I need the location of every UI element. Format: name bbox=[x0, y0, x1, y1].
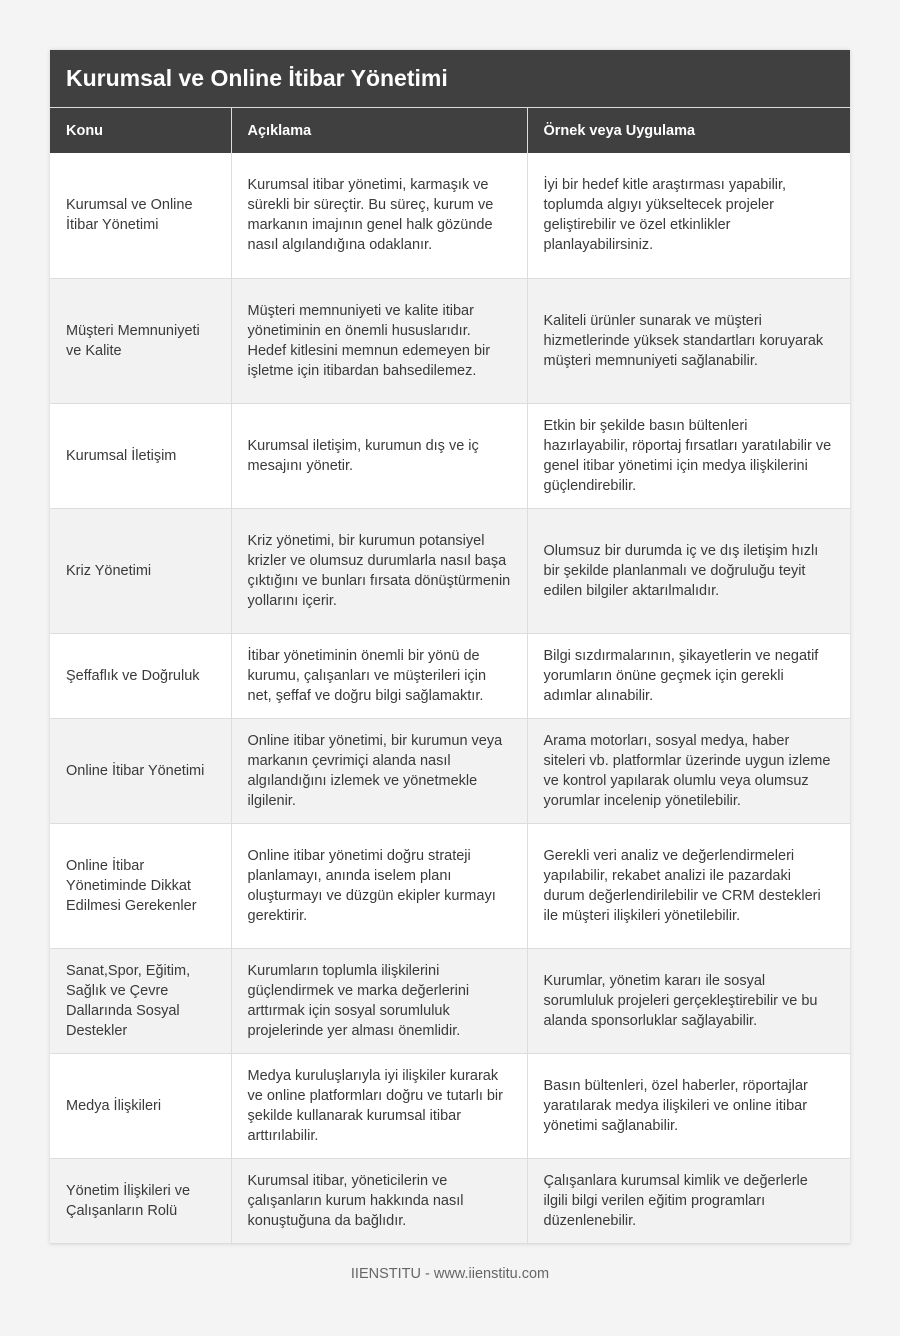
table-row bbox=[50, 948, 850, 1053]
example-cell: Gerekli veri analiz ve değerlendirmeleri yapılabilir, rekabet analizi ile pazardaki durum değerlendirilebilir ve CRM destekleri ile müşteri ilişkileri yönetilebilir. bbox=[527, 823, 850, 948]
topic-cell: Şeffaflık ve Doğruluk bbox=[50, 633, 231, 718]
table-row bbox=[50, 278, 850, 403]
description-cell: Müşteri memnuniyeti ve kalite itibar yönetiminin en önemli hususlarıdır. Hedef kitlesini memnun edemeyen bir işletme için itibardan bahsedilemez. bbox=[231, 278, 527, 403]
topic-cell: Kriz Yönetimi bbox=[50, 508, 231, 633]
description-cell: Kurumsal iletişim, kurumun dış ve iç mesajını yönetir. bbox=[231, 403, 527, 508]
example-cell: Etkin bir şekilde basın bültenleri hazırlayabilir, röportaj fırsatları yaratılabilir ve genel itibar yönetimi için medya ilişkilerini güçlendirebilir. bbox=[527, 403, 850, 508]
example-cell: İyi bir hedef kitle araştırması yapabilir, toplumda algıyı yükseltecek projeler geliştirebilir ve özel etkinlikler planlayabilirsiniz. bbox=[527, 153, 850, 278]
topic-cell: Sanat,Spor, Eğitim, Sağlık ve Çevre Dallarında Sosyal Destekler bbox=[50, 948, 231, 1053]
description-cell: Kriz yönetimi, bir kurumun potansiyel krizler ve olumsuz durumlarla nasıl başa çıktığını ve bunları fırsata dönüştürmenin yollarını içerir. bbox=[231, 508, 527, 633]
description-cell: Online itibar yönetimi, bir kurumun veya markanın çevrimiçi alanda nasıl algılandığını izlemek ve yönetmekle ilgilenir. bbox=[231, 718, 527, 823]
table-row bbox=[50, 508, 850, 633]
table-row bbox=[50, 153, 850, 278]
example-cell: Arama motorları, sosyal medya, haber siteleri vb. platformlar üzerinde uygun izleme ve kontrol yapılarak olumlu veya olumsuz yorumlar incelenip yönetilebilir. bbox=[527, 718, 850, 823]
topic-cell: Müşteri Memnuniyeti ve Kalite bbox=[50, 278, 231, 403]
topic-cell: Yönetim İlişkileri ve Çalışanların Rolü bbox=[50, 1158, 231, 1243]
table-row bbox=[50, 1053, 850, 1158]
topic-cell: Medya İlişkileri bbox=[50, 1053, 231, 1158]
example-cell: Olumsuz bir durumda iç ve dış iletişim hızlı bir şekilde planlanmalı ve doğruluğu teyit edilen bilgiler aktarılmalıdır. bbox=[527, 508, 850, 633]
topic-cell: Online İtibar Yönetiminde Dikkat Edilmesi Gerekenler bbox=[50, 823, 231, 948]
table-row bbox=[50, 633, 850, 718]
footer-credit: IIENSTITU - www.iienstitu.com bbox=[350, 1266, 550, 1282]
example-cell: Kurumlar, yönetim kararı ile sosyal sorumluluk projeleri gerçekleştirebilir ve bu alanda sponsorluklar sağlayabilir. bbox=[527, 948, 850, 1053]
topic-cell: Kurumsal ve Online İtibar Yönetimi bbox=[50, 153, 231, 278]
example-cell: Kaliteli ürünler sunarak ve müşteri hizmetlerinde yüksek standartları koruyarak müşteri memnuniyeti sağlanabilir. bbox=[527, 278, 850, 403]
description-cell: Medya kuruluşlarıyla iyi ilişkiler kurarak ve online platformları doğru ve tutarlı bir şekilde kullanarak kurumsal itibar arttırılabilir. bbox=[231, 1053, 527, 1158]
table-row bbox=[50, 718, 850, 823]
description-cell: Kurumların toplumla ilişkilerini güçlendirmek ve marka değerlerini arttırmak için sosyal sorumluluk projelerinde yer alması önemlidir. bbox=[231, 948, 527, 1053]
description-cell: İtibar yönetiminin önemli bir yönü de kurumu, çalışanları ve müşterileri için net, şeffaf ve doğru bilgi sağlamaktır. bbox=[231, 633, 527, 718]
table-title: Kurumsal ve Online İtibar Yönetimi bbox=[50, 50, 850, 108]
column-header-ornek: Örnek veya Uygulama bbox=[527, 108, 850, 153]
table-row bbox=[50, 1158, 850, 1243]
column-header-aciklama: Açıklama bbox=[231, 108, 527, 153]
header-row bbox=[50, 108, 850, 153]
table-row bbox=[50, 403, 850, 508]
description-cell: Kurumsal itibar yönetimi, karmaşık ve sürekli bir süreçtir. Bu süreç, kurum ve markanın imajının genel halk gözünde nasıl algılandığına odaklanır. bbox=[231, 153, 527, 278]
description-cell: Kurumsal itibar, yöneticilerin ve çalışanların kurum hakkında nasıl konuştuğuna da bağlıdır. bbox=[231, 1158, 527, 1243]
example-cell: Bilgi sızdırmalarının, şikayetlerin ve negatif yorumların önüne geçmek için gerekli adımlar alınabilir. bbox=[527, 633, 850, 718]
table-row bbox=[50, 823, 850, 948]
column-header-konu: Konu bbox=[50, 108, 231, 153]
topic-cell: Kurumsal İletişim bbox=[50, 403, 231, 508]
topic-cell: Online İtibar Yönetimi bbox=[50, 718, 231, 823]
example-cell: Çalışanlara kurumsal kimlik ve değerlerle ilgili bilgi verilen eğitim programları düzenlenebilir. bbox=[527, 1158, 850, 1243]
data-table bbox=[50, 108, 850, 1244]
description-cell: Online itibar yönetimi doğru strateji planlamayı, anında iselem planı oluşturmayı ve düzgün ekipler kurmayı gerektirir. bbox=[231, 823, 527, 948]
table-card bbox=[50, 50, 850, 1244]
example-cell: Basın bültenleri, özel haberler, röportajlar yaratılarak medya ilişkileri ve online itibar yönetimi sağlanabilir. bbox=[527, 1053, 850, 1158]
